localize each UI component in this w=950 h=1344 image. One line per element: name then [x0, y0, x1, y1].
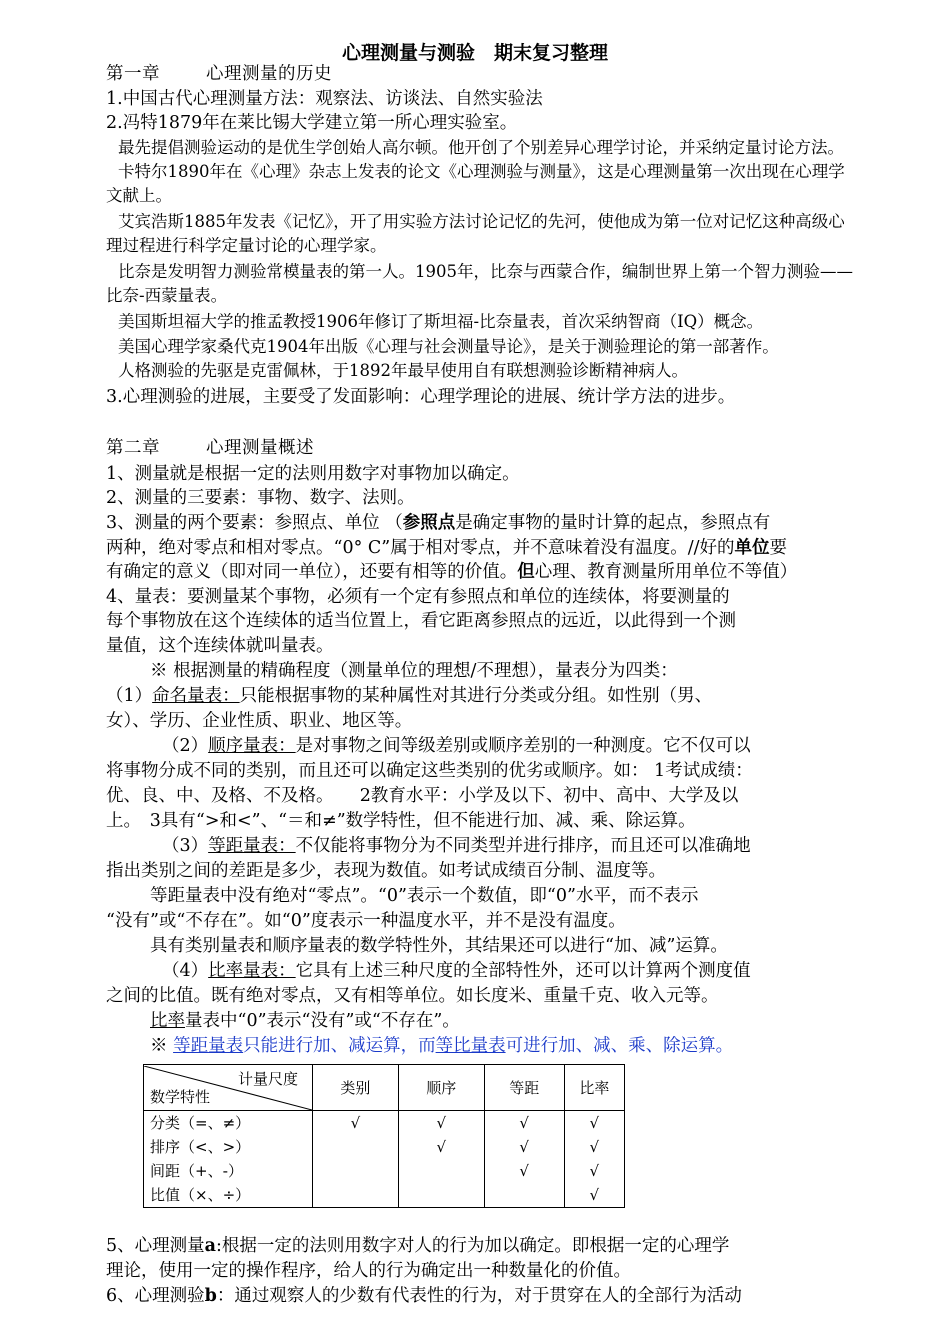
document-title: 心理测量与测验 期末复习整理: [341, 42, 608, 64]
chapter-name: 心理测量概述: [206, 438, 314, 458]
corner-bottom-label: 数学特性: [150, 1087, 211, 1106]
check-mark: √: [589, 1138, 600, 1156]
text-line: 3、测量的两个要素：参照点、单位 （参照点是确定事物的量时计算的起点，参照点有: [106, 513, 771, 533]
text-line: （1）命名量表：只能根据事物的某种属性对其进行分类或分组。如性别（男、: [106, 686, 713, 706]
text-line: 将事物分成不同的类别，而且还可以确定这些类别的优劣或顺序。如： 1考试成绩：: [106, 761, 753, 781]
check-mark: √: [436, 1138, 447, 1156]
check-mark: √: [519, 1162, 529, 1180]
column-interval: [484, 1111, 564, 1208]
text-line: 3.心理测验的进展，主要受了发面影响：心理学理论的进展、统计学方法的进步。: [106, 387, 736, 407]
row-labels: [144, 1111, 313, 1208]
text-line: 比奈是发明智力测验常模量表的第一人。1905年，比奈与西蒙合作，编制世界上第一个智力测验——: [118, 262, 853, 281]
text-line: 比率量表中“0”表示“没有”或“不存在”。: [150, 1011, 460, 1031]
text-line: 理论，使用一定的操作程序，给人的行为确定出一种数量化的价值。: [106, 1261, 631, 1281]
text-line: （2）顺序量表：是对事物之间等级差别或顺序差别的一种测度。它不仅可以: [162, 736, 751, 756]
text-line: 量值，这个连续体就叫量表。: [106, 636, 334, 656]
text-line: 2.冯特1879年在莱比锡大学建立第一所心理实验室。: [106, 113, 518, 133]
table-corner-cell: [144, 1065, 313, 1111]
nominal-scale-term: 命名量表：: [152, 686, 240, 706]
chapter-2-heading: [106, 437, 918, 459]
text-line: （4）比率量表：它具有上述三种尺度的全部特性外，还可以计算两个测度值: [162, 961, 751, 981]
text-line: 最先提倡测验运动的是优生学创始人高尔顿。他开创了个别差异心理学讨论，并采纳定量讨论方法。: [118, 138, 844, 157]
text-line: 每个事物放在这个连续体的适当位置上，看它距离参照点的远近，以此得到一个测: [106, 611, 736, 631]
text-line: 上。 3具有“>和<”、“＝和≠”数学特性，但不能进行加、减、乘、除运算。: [106, 811, 696, 831]
text-line: 有确定的意义（即对同一单位），还要有相等的价值。但心理、教育测量所用单位不等值）: [106, 562, 798, 582]
text-line: 理过程进行科学定量讨论的心理学家。: [106, 236, 387, 255]
chapter-number: 第一章: [106, 64, 160, 84]
text-line: 美国心理学家桑代克1904年出版《心理与社会测量导论》，是关于测验理论的第一部著作。: [118, 337, 779, 356]
column-category: [313, 1111, 399, 1208]
text-line: “没有”或“不存在”。如“0”度表示一种温度水平，并不是没有温度。: [106, 911, 626, 931]
check-mark: √: [589, 1162, 600, 1180]
check-mark: √: [519, 1138, 529, 1156]
text-line: 1、测量就是根据一定的法则用数字对事物加以确定。: [106, 464, 520, 484]
text-line: 等距量表中没有绝对“零点”。“0”表示一个数值，即“0”水平，而不表示: [150, 886, 699, 906]
text-line: 优、良、中、及格、不及格。 2教育水平：小学及以下、初中、高中、大学及以: [106, 786, 739, 806]
text-line: 两种，绝对零点和相对零点。“0° C”属于相对零点，并不意味着没有温度。//好的单位要: [106, 538, 788, 558]
text-line: 女）、学历、企业性质、职业、地区等。: [106, 711, 413, 731]
column-order: [398, 1111, 484, 1208]
column-header: 比率: [564, 1065, 624, 1111]
column-ratio: [564, 1111, 624, 1208]
text-line: ※ 根据测量的精确程度（测量单位的理想/不理想），量表分为四类：: [150, 661, 678, 681]
text-line: 比奈-西蒙量表。: [106, 286, 228, 305]
text-line: ※ 等距量表只能进行加、减运算，而等比量表可进行加、减、乘、除运算。: [150, 1036, 734, 1056]
text-line: 人格测验的先驱是克雷佩林，于1892年最早使用自有联想测验诊断精神病人。: [118, 361, 688, 380]
chapter-1-heading: [106, 63, 918, 85]
text-line: 指出类别之间的差距是多少，表现为数值。如考试成绩百分制、温度等。: [106, 861, 666, 881]
chapter-number: 第二章: [106, 438, 160, 458]
text-line: 1.中国古代心理测量方法：观察法、访谈法、自然实验法: [106, 89, 543, 109]
check-mark: √: [436, 1114, 447, 1132]
text-line: （3）等距量表：不仅能将事物分为不同类型并进行排序，而且还可以准确地: [162, 836, 751, 856]
text-line: 4、量表：要测量某个事物，必须有一个定有参照点和单位的连续体，将要测量的: [106, 587, 730, 607]
column-header: 等距: [484, 1065, 564, 1111]
row-label: 间距（+、-）: [150, 1162, 243, 1180]
ordinal-scale-term: 顺序量表：: [208, 736, 296, 756]
row-label: 比值（×、÷）: [150, 1186, 251, 1204]
interval-scale-term: 等距量表：: [208, 836, 296, 856]
ratio-scale-term: 比率量表：: [208, 961, 296, 981]
chapter-name: 心理测量的历史: [206, 64, 332, 84]
text-line: 之间的比值。既有绝对零点，又有相等单位。如长度米、重量千克、收入元等。: [106, 986, 719, 1006]
check-mark: √: [350, 1114, 361, 1132]
check-mark: √: [589, 1186, 600, 1204]
text-line: 6、心理测验b：通过观察人的少数有代表性的行为，对于贯穿在人的全部行为活动: [106, 1286, 742, 1306]
text-line: 美国斯坦福大学的推孟教授1906年修订了斯坦福-比奈量表，首次采纳智商（IQ）概念。: [118, 312, 764, 331]
check-mark: √: [589, 1114, 600, 1132]
ratio-scale-link-text: 等比量表: [435, 1036, 506, 1056]
text-line: 5、心理测量a:根据一定的法则用数字对人的行为加以确定。即根据一定的心理学: [106, 1236, 730, 1256]
column-header: 顺序: [398, 1065, 484, 1111]
text-line: 卡特尔1890年在《心理》杂志上发表的论文《心理测验与测量》，这是心理测量第一次出现在心理学: [118, 162, 845, 181]
text-line: 2、测量的三要素：事物、数字、法则。: [106, 488, 415, 508]
corner-top-label: 计量尺度: [237, 1069, 298, 1088]
scale-properties-table: [143, 1064, 625, 1208]
text-line: 具有类别量表和顺序量表的数学特性外，其结果还可以进行“加、减”运算。: [150, 936, 728, 956]
row-label: 分类（=、≠）: [150, 1114, 251, 1132]
row-label: 排序（<、>）: [150, 1138, 251, 1156]
text-line: 文献上。: [106, 186, 172, 205]
text-line: 艾宾浩斯1885年发表《记忆》，开了用实验方法讨论记忆的先河，使他成为第一位对记忆这种高级心: [118, 212, 845, 231]
check-mark: √: [519, 1114, 529, 1132]
column-header: 类别: [313, 1065, 399, 1111]
interval-scale-link-text: 等距量表: [173, 1036, 244, 1056]
